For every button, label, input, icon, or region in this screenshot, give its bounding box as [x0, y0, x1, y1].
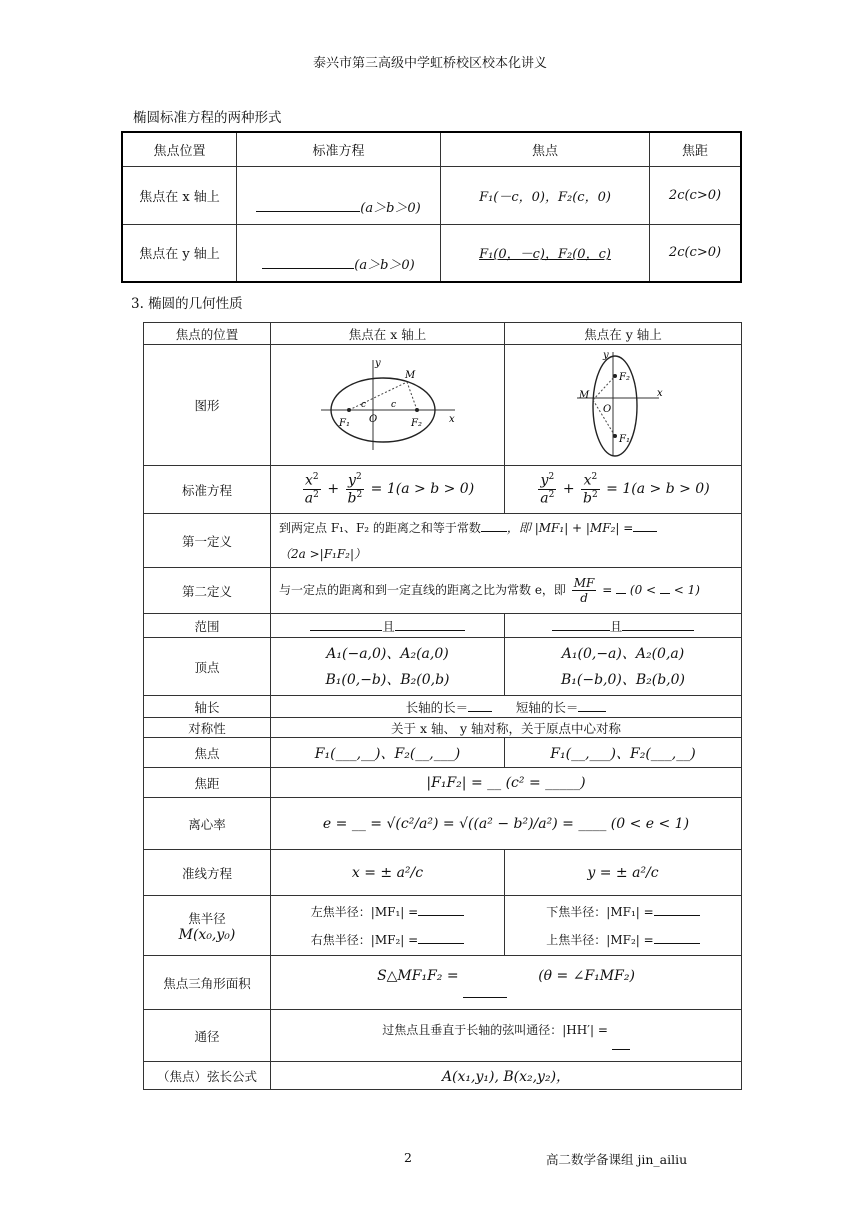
vertical-ellipse-figure: [573, 348, 673, 460]
row-vertex-label: 顶点: [144, 638, 271, 696]
f1-label: F₁: [338, 417, 350, 429]
c-label-right: c: [390, 399, 396, 410]
row-std-eq-label: 标准方程: [144, 466, 271, 514]
col-x-axis: 焦点在 x 轴上: [271, 323, 505, 345]
row-area-label: 焦点三角形面积: [144, 956, 271, 1010]
row-y-focal: 2c(c>0): [650, 224, 742, 282]
figure-y-ellipse: [505, 345, 742, 466]
f2-label: F₂: [410, 417, 422, 429]
y-axis-label: y: [374, 357, 381, 369]
focal-content: |F₁F₂| = __ (c² = _____): [271, 768, 742, 798]
origin-label: O: [603, 403, 612, 415]
directrix-y: y = ± a²/c: [505, 850, 742, 896]
focus-y: F₁(__,___)、F₂(___,__): [505, 738, 742, 768]
row-x-focal: 2c(c>0): [650, 166, 742, 224]
row-x-foci: F₁(－c，0)，F₂(c，0): [441, 166, 650, 224]
row-axis-label: 轴长: [144, 696, 271, 718]
col-focus-position: 焦点的位置: [144, 323, 271, 345]
row-symmetry-label: 对称性: [144, 718, 271, 738]
f1-label: F₁: [619, 433, 630, 445]
row-x-position: 焦点在 x 轴上: [122, 166, 237, 224]
properties-table: [143, 322, 742, 1090]
page-number: 2: [404, 1150, 412, 1165]
footer-group: 高二数学备课组 jin_ailiu: [546, 1152, 688, 1167]
row-ecc-label: 离心率: [144, 798, 271, 850]
std-eq-x: $\frac{x^2}{a^2}$ + $\frac{y^2}{b^2}$ = 1(a > b > 0): [271, 466, 505, 514]
row-radius-label: 焦半径 M(x₀,y₀): [144, 896, 271, 956]
range-x: 且: [271, 614, 505, 638]
header-focus-position: 焦点位置: [122, 132, 237, 166]
y-axis-label: y: [603, 349, 609, 361]
figure-x-ellipse: [271, 345, 505, 466]
row-figure-label: 图形: [144, 345, 271, 466]
axis-content: 长轴的长＝ 短轴的长＝: [271, 696, 742, 718]
equation-blank: [256, 197, 360, 212]
row-def2-label: 第二定义: [144, 568, 271, 614]
row-focal-label: 焦距: [144, 768, 271, 798]
ecc-content: e = __ = √(c²/a²) = √((a² − b²)/a²) = ____ (0 < e < 1): [271, 798, 742, 850]
row-directrix-label: 准线方程: [144, 850, 271, 896]
c-label-left: c: [360, 399, 366, 410]
radius-x: 左焦半径：|MF₁| = 右焦半径：|MF₂| =: [271, 896, 505, 956]
row-x-equation: (a＞b＞0): [237, 166, 441, 224]
std-eq-y: $\frac{y^2}{a^2}$ + $\frac{x^2}{b^2}$ = 1(a > b > 0): [505, 466, 742, 514]
x-axis-label: x: [448, 413, 455, 425]
col-y-axis: 焦点在 y 轴上: [505, 323, 742, 345]
header-focal-distance: 焦距: [650, 132, 742, 166]
chord-content: A(x₁,y₁), B(x₂,y₂)，: [271, 1062, 742, 1090]
header-standard-equation: 标准方程: [237, 132, 441, 166]
def1-content: 到两定点 F₁、F₂ 的距离之和等于常数 ，即 |MF₁| + |MF₂| = （2a >|F₁F₂|）: [271, 514, 742, 568]
page-header: 泰兴市第三高级中学虹桥校区校本化讲义: [312, 56, 547, 71]
latus-content: 过焦点且垂直于长轴的弦叫通径：|HH′| =: [271, 1010, 742, 1062]
row-y-position: 焦点在 y 轴上: [122, 224, 237, 282]
row-focus-label: 焦点: [144, 738, 271, 768]
point-m-label: M: [579, 389, 590, 401]
row-y-foci: F₁(0，－c)，F₂(0，c): [441, 224, 650, 282]
point-m-label: M: [404, 369, 415, 381]
standard-forms-table: [121, 131, 742, 283]
focus-x: F₁(___,__)、F₂(__,___): [271, 738, 505, 768]
range-y: 且: [505, 614, 742, 638]
radius-y: 下焦半径：|MF₁| = 上焦半径：|MF₂| =: [505, 896, 742, 956]
row-def1-label: 第一定义: [144, 514, 271, 568]
def2-content: 与一定点的距离和到一定直线的距离之比为常数 e，即 $\frac{MF}{d}$ = (0 < < 1): [271, 568, 742, 614]
section-title-standard-forms: 椭圆标准方程的两种形式: [133, 110, 282, 126]
symmetry-content: 关于 x 轴、 y 轴对称，关于原点中心对称: [271, 718, 742, 738]
area-content: S△MF₁F₂ = (θ = ∠F₁MF₂): [271, 956, 742, 1010]
f2-label: F₂: [619, 371, 630, 383]
row-chord-label: （焦点）弦长公式: [144, 1062, 271, 1090]
vertex-x: A₁(−a,0)、A₂(a,0) B₁(0,−b)、B₂(0,b): [271, 638, 505, 696]
directrix-x: x = ± a²/c: [271, 850, 505, 896]
equation-blank: [262, 254, 354, 269]
row-y-equation: (a＞b＞0): [237, 224, 441, 282]
x-axis-label: x: [657, 387, 663, 399]
header-foci: 焦点: [441, 132, 650, 166]
vertex-y: A₁(0,−a)、A₂(0,a) B₁(−b,0)、B₂(b,0): [505, 638, 742, 696]
origin-label: O: [368, 413, 377, 425]
section-title-properties: 3. 椭圆的几何性质: [131, 296, 243, 312]
row-latus-label: 通径: [144, 1010, 271, 1062]
row-range-label: 范围: [144, 614, 271, 638]
horizontal-ellipse-figure: [313, 354, 463, 454]
